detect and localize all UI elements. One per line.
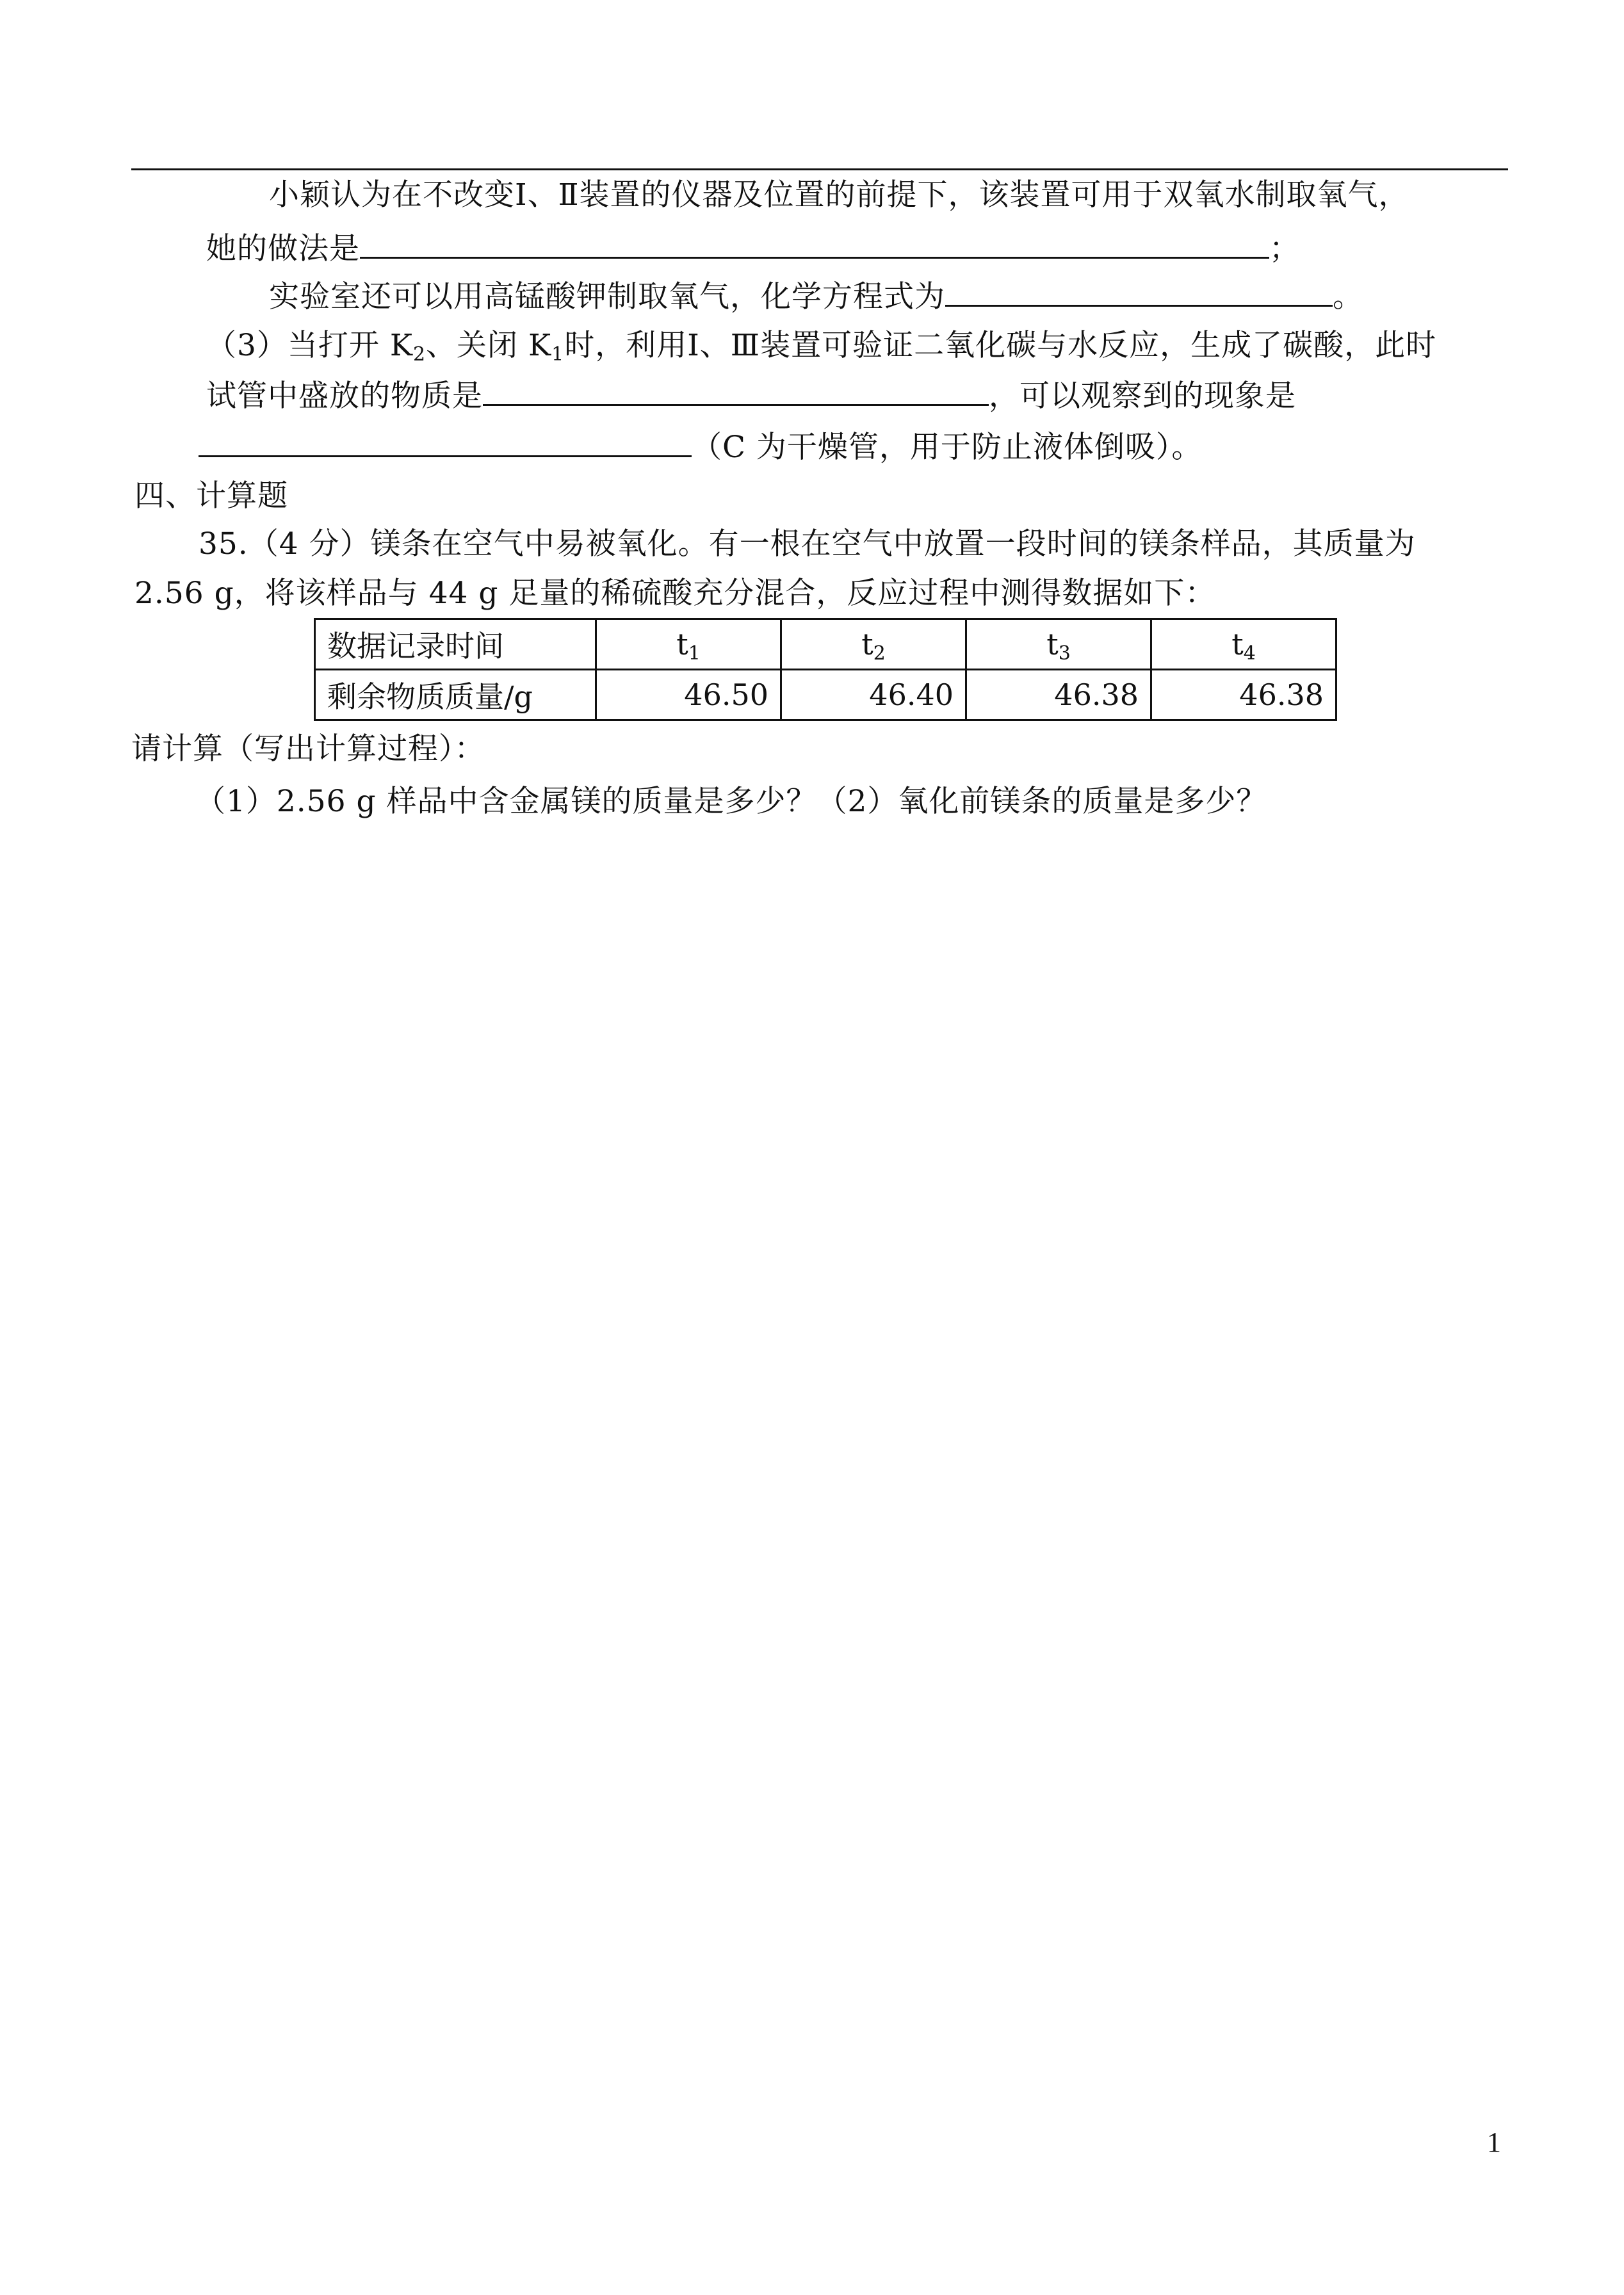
q3-line-2-suffix: ，可以观察到的现象是	[989, 378, 1296, 414]
q2-line-3-prefix: 实验室还可以用高锰酸钾制取氧气，化学方程式为	[269, 279, 945, 314]
mass-cell-2: 46.40	[781, 670, 966, 720]
page-number: 1	[1487, 2127, 1501, 2158]
q2-line-1: 小颖认为在不改变Ⅰ、Ⅱ装置的仪器及位置的前提下，该装置可用于双氧水制取氧气，	[269, 177, 1409, 213]
table-row-time	[315, 619, 1336, 670]
answer-blank-substance[interactable]	[483, 375, 989, 406]
q2-line-3	[269, 275, 1363, 316]
table-header-mass: 剩余物质质量/g	[315, 670, 596, 720]
table-header-time: 数据记录时间	[315, 619, 596, 670]
time-cell-3	[966, 619, 1151, 670]
mass-cell-3: 46.38	[966, 670, 1151, 720]
time-label: t	[1231, 627, 1244, 661]
time-sub: 2	[873, 642, 886, 665]
q2-line-2-prefix: 她的做法是	[206, 231, 360, 266]
time-sub: 3	[1058, 642, 1071, 665]
q2-line-3-suffix: 。	[1333, 279, 1363, 314]
answer-blank-equation[interactable]	[945, 275, 1333, 307]
mass-cell-1: 46.50	[596, 670, 781, 720]
data-table	[314, 618, 1337, 721]
q3-line-3-suffix: （C 为干燥管，用于防止液体倒吸）。	[692, 430, 1203, 465]
answer-blank-method[interactable]	[360, 227, 1269, 259]
k1-subscript: 1	[551, 343, 565, 366]
time-label: t	[861, 627, 873, 661]
calc-questions: （1）2.56 g 样品中含金属镁的质量是多少？（2）氧化前镁条的质量是多少？	[195, 784, 1267, 819]
header-rule	[131, 168, 1508, 170]
time-cell-4	[1151, 619, 1336, 670]
q3-line-3	[199, 426, 1202, 467]
q2-line-2	[206, 227, 1300, 268]
q3-line-2	[206, 375, 1296, 416]
q35-line-2: 2.56 g，将该样品与 44 g 足量的稀硫酸充分混合，反应过程中测得数据如下：	[134, 576, 1216, 611]
time-sub: 4	[1243, 642, 1256, 665]
time-label: t	[676, 627, 688, 661]
q3-text-b: 、关闭 K	[426, 328, 552, 363]
calc-instruction: 请计算（写出计算过程）：	[131, 731, 485, 766]
q2-line-2-suffix: ；	[1269, 231, 1300, 266]
table-row-mass	[315, 670, 1336, 720]
q3-line-1	[206, 327, 1436, 365]
time-cell-2	[781, 619, 966, 670]
time-cell-1	[596, 619, 781, 670]
k2-subscript: 2	[412, 343, 426, 366]
q3-line-2-prefix: 试管中盛放的物质是	[206, 378, 483, 414]
section-title: 四、计算题	[134, 478, 288, 514]
answer-blank-phenomenon[interactable]	[199, 426, 692, 457]
time-label: t	[1046, 627, 1059, 661]
mass-cell-4: 46.38	[1151, 670, 1336, 720]
q3-text-c: 时，利用Ⅰ、Ⅲ装置可验证二氧化碳与水反应，生成了碳酸，此时	[564, 328, 1437, 363]
q3-text-a: （3）当打开 K	[206, 328, 413, 363]
q35-line-1: 35.（4 分）镁条在空气中易被氧化。有一根在空气中放置一段时间的镁条样品，其质量为	[199, 526, 1416, 562]
time-sub: 1	[688, 642, 701, 665]
